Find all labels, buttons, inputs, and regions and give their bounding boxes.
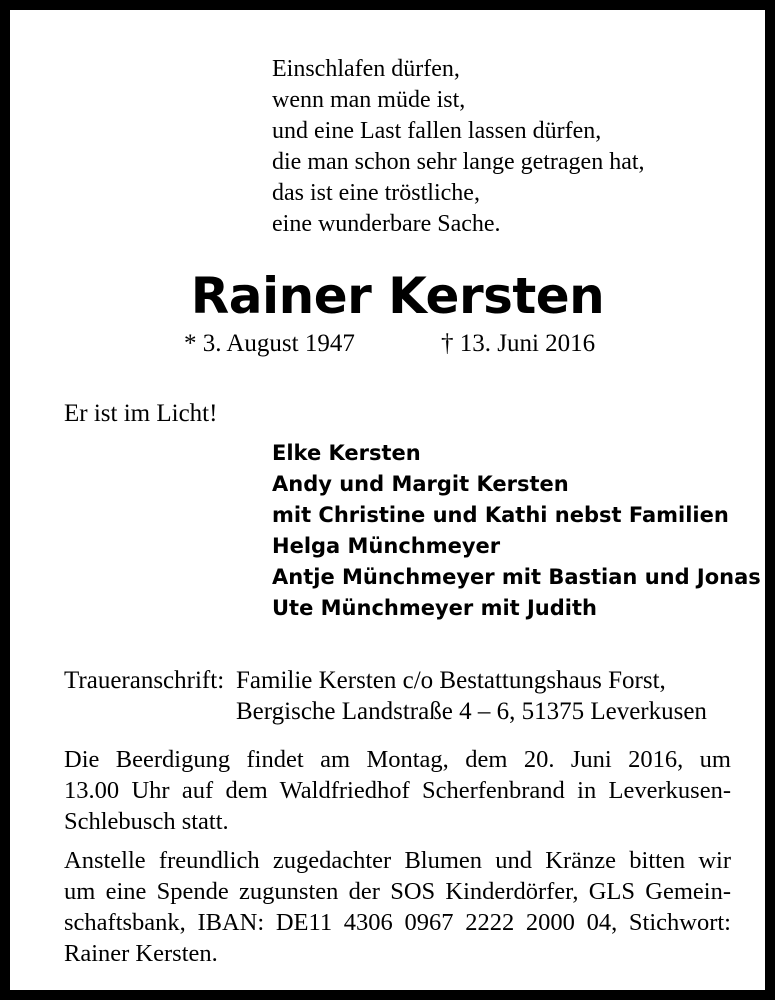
mourners-list bbox=[272, 438, 761, 624]
donation-line: um eine Spende zugunsten der SOS Kinderdörfer, GLS Gemein- bbox=[64, 878, 731, 905]
mourner-line: Elke Kersten bbox=[272, 441, 421, 465]
mourner-line: Ute Münchmeyer mit Judith bbox=[272, 596, 597, 620]
funeral-paragraph bbox=[64, 744, 731, 837]
address-label: Traueranschrift: bbox=[64, 667, 225, 694]
address-line: Bergische Landstraße 4 – 6, 51375 Leverkusen bbox=[236, 698, 707, 725]
poem-line: Einschlafen dürfen, bbox=[272, 56, 460, 82]
poem-line: wenn man müde ist, bbox=[272, 87, 466, 113]
address-line: Familie Kersten c/o Bestattungshaus Forst, bbox=[236, 667, 666, 694]
death-date: † 13. Juni 2016 bbox=[441, 330, 596, 357]
donation-line: Rainer Kersten. bbox=[64, 940, 218, 967]
funeral-line: 13.00 Uhr auf dem Waldfriedhof Scherfenbrand in Leverkusen- bbox=[64, 777, 731, 804]
poem-line: und eine Last fallen lassen dürfen, bbox=[272, 118, 602, 144]
mourner-line: Helga Münchmeyer bbox=[272, 534, 501, 558]
mourner-line: Antje Münchmeyer mit Bastian und Jonas bbox=[272, 565, 761, 589]
funeral-line: Die Beerdigung findet am Montag, dem 20. Juni 2016, um bbox=[64, 746, 731, 773]
mourner-line: Andy und Margit Kersten bbox=[272, 472, 569, 496]
poem-line: eine wunderbare Sache. bbox=[272, 211, 501, 237]
poem-line: die man schon sehr lange getragen hat, bbox=[272, 149, 645, 175]
birth-date: * 3. August 1947 bbox=[184, 330, 355, 357]
donation-line: Anstelle freundlich zugedachter Blumen und Kränze bitten wir bbox=[64, 847, 731, 874]
quote-text: Er ist im Licht! bbox=[64, 400, 218, 427]
poem-line: das ist eine tröstliche, bbox=[272, 180, 480, 206]
donation-paragraph bbox=[64, 845, 731, 969]
mourner-line: mit Christine und Kathi nebst Familien bbox=[272, 503, 729, 527]
donation-line: schaftsbank, IBAN: DE11 4306 0967 2222 2000 04, Stichwort: bbox=[64, 909, 731, 936]
poem bbox=[272, 54, 645, 240]
funeral-line: Schlebusch statt. bbox=[64, 808, 229, 835]
deceased-name: Rainer Kersten bbox=[190, 267, 605, 325]
